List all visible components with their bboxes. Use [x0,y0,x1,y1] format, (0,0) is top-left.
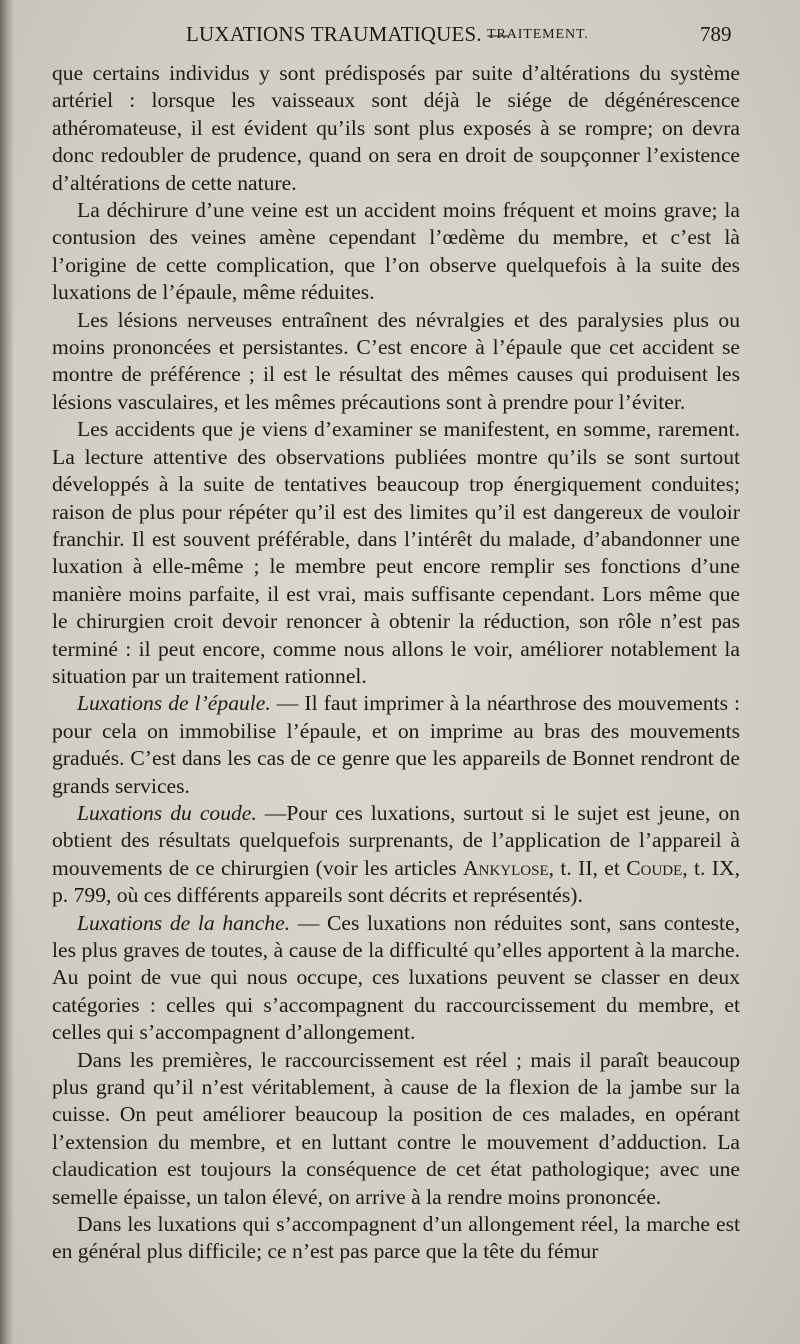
paragraph: La déchirure d’une veine est un accident moins fréquent et moins grave; la contusion des veines amène cependant l’œdème du membre, et c’est là l’origine de cette complication, que l’on observe quelquefois à la suite des luxations de l’épaule, même réduites. [52,198,740,305]
paragraph-text: — Il faut imprimer à la néarthrose des mouvements : pour cela on immobilise l’épaule, et on imprime au bras des mouvements gradués. C’est dans les cas de ce genre que les appareils de Bonnet rendront de grands services. [52,691,740,798]
paragraph-text: —Pour ces luxations, surtout si le sujet est jeune, on obtient des résultats quelquefois surprenants, de l’application de l’appareil à mouvements de ce chirurgien (voir les articles [52,800,740,880]
article-reference: Ankylose [463,855,549,880]
article-reference: Coude [626,855,683,880]
paragraph: Dans les luxations qui s’accompagnent d’un allongement réel, la marche est en général plus difficile; ce n’est pas parce que la tête du fémur [52,1212,740,1264]
page-number: 789 [700,22,732,46]
paragraph: Dans les premières, le raccourcissement est réel ; mais il paraît beaucoup plus grand qu’il n’est véritablement, à cause de la flexion de la jambe sur la cuisse. On peut améliorer beaucoup la position de ces malades, en opérant l’extension du membre, et en luttant contre le mouvement d’adduction. La claudication est toujours la conséquence de cet état pathologique; avec une semelle épaisse, un talon élevé, on arrive à la rendre moins prononcée. [52,1047,740,1209]
paragraph-hip [52,910,740,1047]
paragraph-text: — Ces luxations non réduites sont, sans conteste, les plus graves de toutes, à cause de la difficulté qu’elles apportent à la marche. Au point de vue qui nous occupe, ces luxations peuvent se classer en deux catégories : celles qui s’accompagnent du raccourcissement du membre, et celles qui s’accompagnent d’allongement. [52,910,740,1045]
section-heading: Luxations de la hanche. [77,910,291,935]
paragraph-shoulder [52,690,740,800]
running-title: LUXATIONS TRAUMATIQUES. — [186,22,509,46]
paragraph-text: , t. II, et [548,855,627,880]
page-edge-shadow [0,0,14,1344]
paragraph: Les accidents que je viens d’examiner se manifestent, en somme, rarement. La lecture attentive des observations publiées montre qu’ils se sont surtout développés à la suite de tentatives beaucoup trop énergiquement conduites; raison de plus pour répéter qu’il est des limites qu’il est dangereux de vouloir franchir. Il est souvent préférable, dans l’intérêt du malade, d’abandonner une luxation à elle-même ; le membre peut encore remplir ses fonctions d’une manière moins parfaite, il est vrai, mais suffisante cependant. Lors même que le chirurgien croit devoir renoncer à obtenir la réduction, son rôle n’est pas terminé : il peut encore, comme nous allons le voir, améliorer notablement la situation par un traitement rationnel. [52,417,740,688]
body-text [52,60,740,1266]
paragraph: que certains individus y sont prédisposés par suite d’altérations du système artériel : lorsque les vaisseaux sont déjà le siége de dégénérescence athéromateuse, il est évident qu’ils sont plus exposés à se rompre; on devra donc redoubler de prudence, quand on sera en droit de soupçonner l’existence d’altérations de cette nature. [52,61,740,195]
running-header [0,22,800,52]
section-heading: Luxations du coude. [77,800,257,825]
paragraph-elbow [52,800,740,910]
running-subtitle: TRAITEMENT. [487,27,589,42]
paragraph-text: , t. IX, p. 799, où ces différents appareils sont décrits et représentés). [52,855,740,908]
section-heading: Luxations de l’épaule. [77,691,271,716]
paragraph: Les lésions nerveuses entraînent des névralgies et des paralysies plus ou moins prononcées et persistantes. C’est encore à l’épaule que cet accident se montre de préférence ; il est le résultat des mêmes causes qui produisent les lésions vasculaires, et les mêmes précautions sont à prendre pour l’éviter. [52,307,740,414]
